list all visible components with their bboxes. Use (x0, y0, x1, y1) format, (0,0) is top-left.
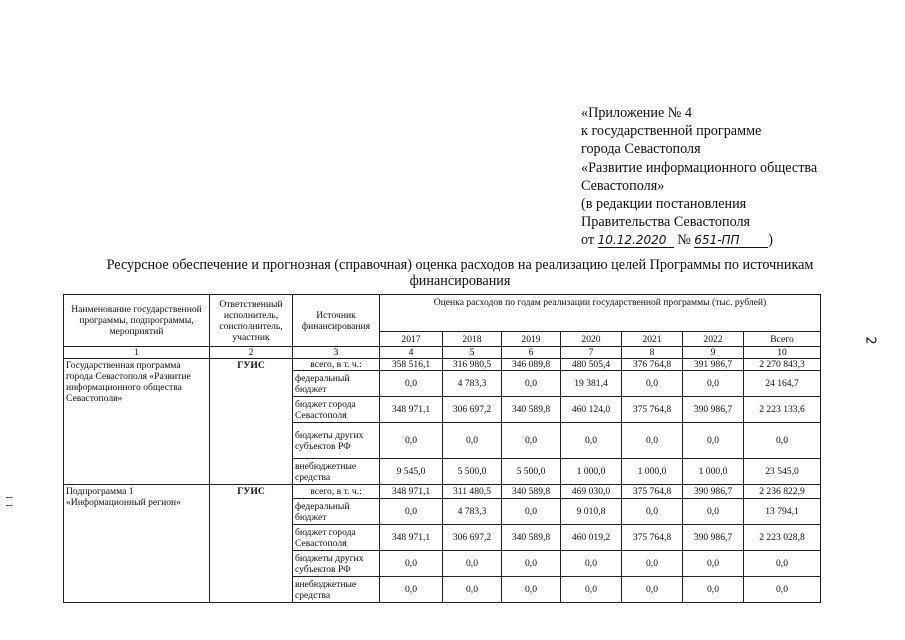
handwritten-number: 651-ПП (694, 233, 740, 248)
value-cell: 348 971,1 (380, 397, 443, 423)
column-number: 7 (561, 347, 622, 359)
value-cell: 0,0 (561, 551, 622, 577)
number-prefix: № (677, 232, 691, 249)
appendix-line: (в редакции постановления (581, 195, 747, 212)
value-cell: 348 971,1 (380, 485, 443, 499)
value-cell: 460 019,2 (561, 525, 622, 551)
header-source: Источник финансирования (293, 295, 380, 347)
total-cell: 2 270 843,3 (744, 359, 821, 371)
scan-mark (6, 497, 12, 498)
value-cell: 0,0 (502, 577, 561, 603)
column-number: 4 (380, 347, 443, 359)
value-cell: 348 971,1 (380, 525, 443, 551)
source-cell: всего, в т. ч.: (293, 359, 380, 371)
source-cell: бюджет города Севастополя (293, 525, 380, 551)
column-number: 2 (210, 347, 293, 359)
value-cell: 0,0 (561, 423, 622, 459)
total-cell: 0,0 (744, 551, 821, 577)
appendix-line: Севастополя» (581, 177, 665, 194)
value-cell: 390 986,7 (683, 397, 744, 423)
appendix-line: к государственной программе (581, 123, 762, 140)
appendix-line: города Севастополя (581, 141, 701, 158)
value-cell: 316 980,5 (443, 359, 502, 371)
value-cell: 0,0 (683, 577, 744, 603)
value-cell: 0,0 (380, 499, 443, 525)
header-year: 2017 (380, 332, 443, 347)
value-cell: 0,0 (622, 577, 683, 603)
total-cell: 0,0 (744, 423, 821, 459)
table-row (64, 485, 821, 499)
total-cell: 0,0 (744, 577, 821, 603)
total-cell: 24 164,7 (744, 371, 821, 397)
value-cell: 0,0 (683, 371, 744, 397)
value-cell: 346 089,8 (502, 359, 561, 371)
column-number: 1 (64, 347, 210, 359)
value-cell: 0,0 (683, 423, 744, 459)
value-cell: 375 764,8 (622, 397, 683, 423)
date-field (598, 233, 674, 248)
value-cell: 0,0 (683, 499, 744, 525)
value-cell: 1 000,0 (561, 459, 622, 485)
source-cell: бюджеты других субъектов РФ (293, 551, 380, 577)
value-cell: 0,0 (380, 577, 443, 603)
value-cell: 5 500,0 (443, 459, 502, 485)
value-cell: 19 381,4 (561, 371, 622, 397)
header-year: 2021 (622, 332, 683, 347)
value-cell: 0,0 (443, 551, 502, 577)
number-field (694, 233, 768, 248)
value-cell: 340 589,8 (502, 397, 561, 423)
value-cell: 0,0 (380, 551, 443, 577)
value-cell: 0,0 (502, 551, 561, 577)
value-cell: 306 697,2 (443, 525, 502, 551)
header-name: Наименование государственной программы, подпрограммы, мероприятий (64, 295, 210, 347)
page-number: 2 (862, 336, 878, 345)
source-cell: федеральный бюджет (293, 371, 380, 397)
value-cell: 311 480,5 (443, 485, 502, 499)
appendix-line: Правительства Севастополя (581, 214, 751, 231)
value-cell: 0,0 (380, 371, 443, 397)
value-cell: 0,0 (380, 423, 443, 459)
value-cell: 306 697,2 (443, 397, 502, 423)
value-cell: 375 764,8 (622, 525, 683, 551)
value-cell: 1 000,0 (622, 459, 683, 485)
source-cell: внебюджетные средства (293, 577, 380, 603)
value-cell: 0,0 (622, 423, 683, 459)
appendix-date-line (581, 231, 817, 249)
value-cell: 0,0 (502, 499, 561, 525)
source-cell: всего, в т. ч.: (293, 485, 380, 499)
column-number: 5 (443, 347, 502, 359)
number-suffix: ) (768, 232, 774, 249)
header-total: Всего (744, 332, 821, 347)
value-cell: 0,0 (683, 551, 744, 577)
value-cell: 390 986,7 (683, 525, 744, 551)
header-year: 2022 (683, 332, 744, 347)
source-cell: бюджеты других субъектов РФ (293, 423, 380, 459)
title-line: Ресурсное обеспечение и прогнозная (справочная) оценка расходов на реализацию целей Программы по источникам (106, 257, 814, 273)
value-cell: 9 545,0 (380, 459, 443, 485)
program-name: Государственная программа города Севастополя «Развитие информационного общества Севастополя» (64, 359, 210, 485)
value-cell: 4 783,3 (443, 499, 502, 525)
value-cell: 5 500,0 (502, 459, 561, 485)
value-cell: 0,0 (622, 551, 683, 577)
value-cell: 340 589,8 (502, 525, 561, 551)
value-cell: 469 030,0 (561, 485, 622, 499)
appendix-header (581, 104, 817, 250)
value-cell: 0,0 (622, 499, 683, 525)
header-year: 2018 (443, 332, 502, 347)
total-cell: 2 223 133,6 (744, 397, 821, 423)
appendix-line: «Приложение № 4 (581, 105, 692, 121)
total-cell: 23 545,0 (744, 459, 821, 485)
program-executor: ГУИС (210, 359, 293, 485)
value-cell: 340 589,8 (502, 485, 561, 499)
column-number: 3 (293, 347, 380, 359)
value-cell: 390 986,7 (683, 485, 744, 499)
value-cell: 0,0 (502, 423, 561, 459)
value-cell: 0,0 (561, 577, 622, 603)
value-cell: 0,0 (443, 423, 502, 459)
value-cell: 376 764,8 (622, 359, 683, 371)
value-cell: 391 986,7 (683, 359, 744, 371)
title-line: финансирования (409, 273, 511, 289)
document-title (60, 257, 860, 289)
header-estimate: Оценка расходов по годам реализации государственной программы (тыс. рублей) (380, 295, 821, 332)
table-row (64, 359, 821, 371)
total-cell: 13 794,1 (744, 499, 821, 525)
subprogram-executor: ГУИС (210, 485, 293, 603)
column-number: 9 (683, 347, 744, 359)
column-number: 6 (502, 347, 561, 359)
budget-table (63, 294, 821, 603)
date-prefix: от (581, 232, 595, 249)
appendix-line: «Развитие информационного общества (581, 159, 818, 176)
source-cell: бюджет города Севастополя (293, 397, 380, 423)
source-cell: внебюджетные средства (293, 459, 380, 485)
value-cell: 0,0 (622, 371, 683, 397)
header-year: 2019 (502, 332, 561, 347)
value-cell: 480 505,4 (561, 359, 622, 371)
column-number: 10 (744, 347, 821, 359)
total-cell: 2 236 822,9 (744, 485, 821, 499)
value-cell: 0,0 (502, 371, 561, 397)
header-executor: Ответственный исполнитель, соисполнитель, участник (210, 295, 293, 347)
source-cell: федеральный бюджет (293, 499, 380, 525)
subprogram-name: Подпрограмма 1 «Информационный регион» (64, 485, 210, 603)
value-cell: 460 124,0 (561, 397, 622, 423)
scan-mark (6, 505, 12, 506)
total-cell: 2 223 028,8 (744, 525, 821, 551)
value-cell: 0,0 (443, 577, 502, 603)
value-cell: 375 764,8 (622, 485, 683, 499)
handwritten-date: 10.12.2020 (597, 233, 667, 248)
column-number: 8 (622, 347, 683, 359)
header-year: 2020 (561, 332, 622, 347)
value-cell: 4 783,3 (443, 371, 502, 397)
value-cell: 9 010,8 (561, 499, 622, 525)
value-cell: 1 000,0 (683, 459, 744, 485)
value-cell: 358 516,1 (380, 359, 443, 371)
